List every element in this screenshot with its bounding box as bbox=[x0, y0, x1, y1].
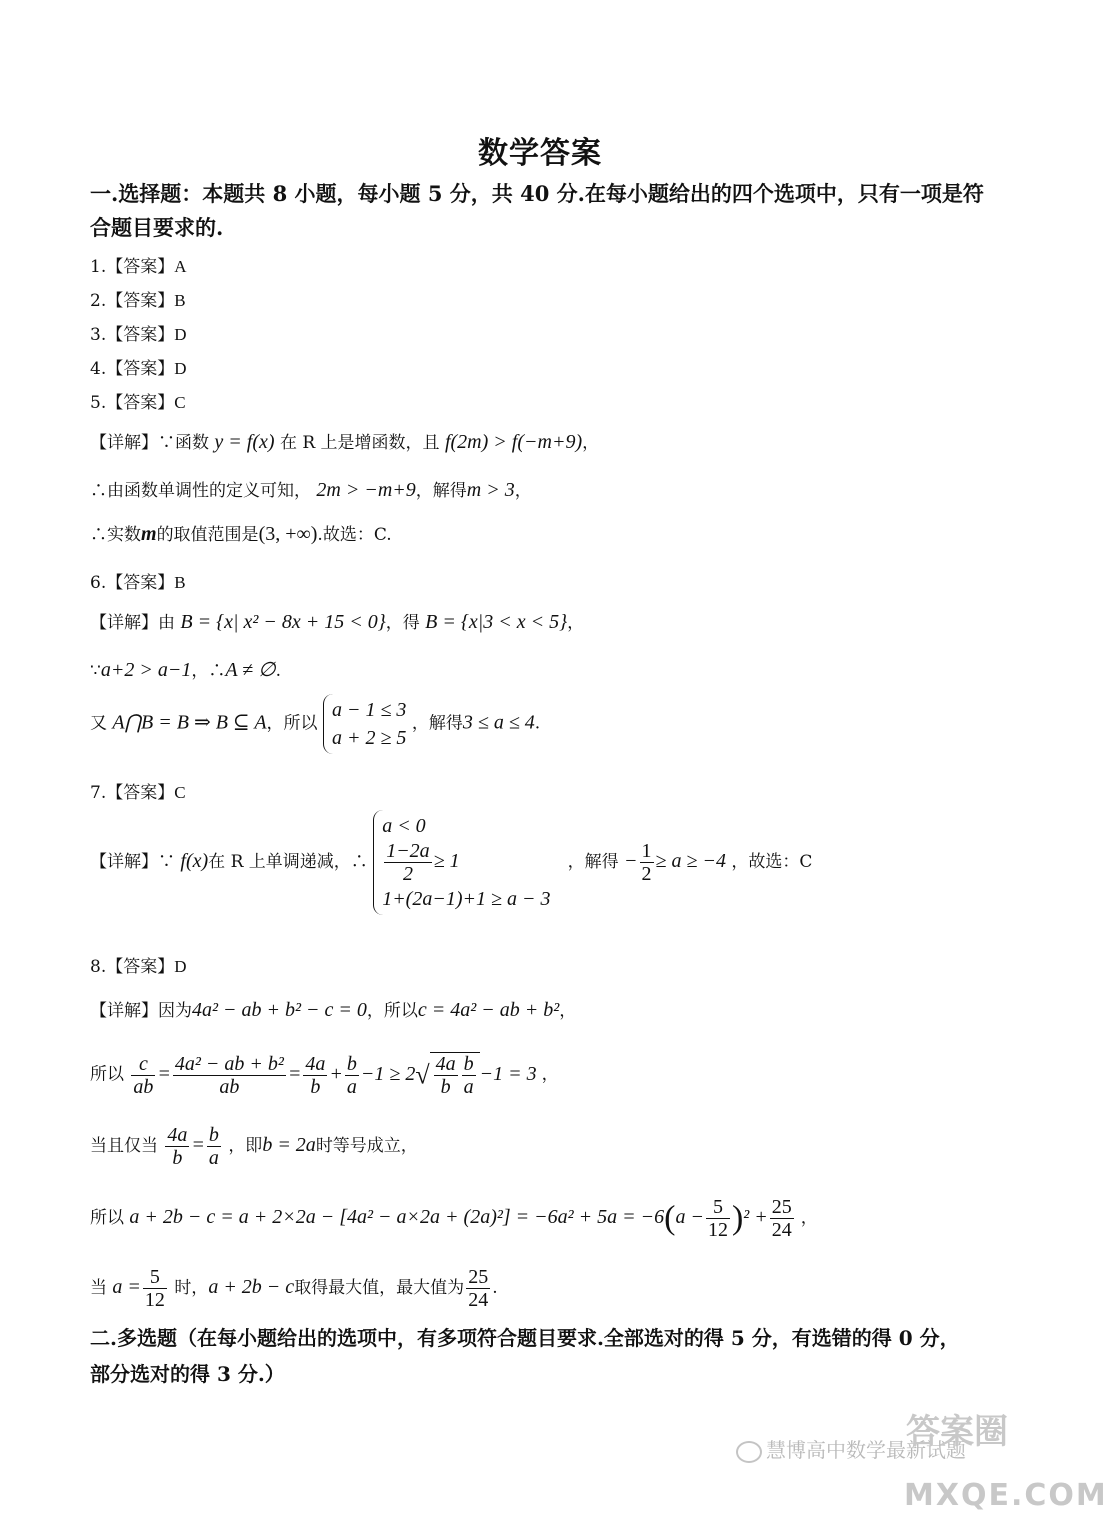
answer-1: 1.【答案】A bbox=[90, 257, 187, 277]
answer-8: 8.【答案】D bbox=[90, 957, 187, 977]
q5-detail-line1: 【详解】∵函数 y = f(x) 在 R 上是增函数，且 f(2m) > f(−m+9)， bbox=[90, 431, 600, 453]
wechat-icon bbox=[736, 1441, 762, 1463]
answer-4: 4.【答案】D bbox=[90, 359, 187, 379]
page-title: 数学答案 bbox=[478, 136, 602, 171]
watermark-logo-text: 答案圈 bbox=[906, 1412, 1008, 1452]
watermark-text: 慧博高中数学最新试题 bbox=[736, 1434, 966, 1463]
q8-detail-line3: 当且仅当 $\frac{4a}{b}$ = $\frac{b}{a}$ ，即b = 2a时等号成立， bbox=[90, 1124, 418, 1169]
q8-detail-line1: 【详解】因为4a² − ab + b² − c = 0，所以c = 4a² − ab + b²， bbox=[90, 999, 577, 1021]
section2-header-line1: 二.多选题（在每小题给出的选项中，有多项符合题目要求.全部选对的得 5 分，有选错的得 0 分， bbox=[90, 1326, 960, 1350]
section1-header-line2: 合题目要求的. bbox=[90, 215, 224, 240]
q6-detail-line3: 又 A⋂B = B ⇒ B ⊆ A，所以 a − 1 ≤ 3 a + 2 ≥ 5 ，解得3 ≤ a ≤ 4. bbox=[90, 694, 540, 754]
watermark-logo-url: MXQE.COM bbox=[904, 1478, 1108, 1513]
q6-detail-line2: ∵a+2 > a−1，∴A ≠ ∅. bbox=[90, 659, 281, 681]
q6-inequality-system: a − 1 ≤ 3 a + 2 ≥ 5 bbox=[323, 694, 406, 754]
answer-3: 3.【答案】D bbox=[90, 325, 187, 345]
q6-detail-line1: 【详解】由 B = {x| x² − 8x + 15 < 0}，得 B = {x|3 < x < 5}， bbox=[90, 611, 585, 633]
q5-detail-line2: ∴由函数单调性的定义可知， 2m > −m+9，解得m > 3， bbox=[90, 479, 532, 501]
q8-detail-line2: 所以 $\frac{c}{ab}$ = $\frac{\text{4a² − ab + b²}}{ab}$ = $\frac{4a}{b}$ + $\frac{b}{a}$ −1 ≥ 2√ $\frac{4a}{b}$ $\frac{b}{a}$ −1 = 3 ， bbox=[90, 1052, 559, 1098]
q7-half-fraction: $\frac{1}{2}$ bbox=[641, 839, 652, 885]
q7-fraction: $\frac{1-2a}{2}$ bbox=[386, 840, 430, 885]
q7-inequality-system: a < 0 $\frac{1-2a}{2}$ ≥ 1 1+(2a−1)+1 ≥ a − 3 bbox=[373, 810, 562, 915]
q7-detail: 【详解】∵ f(x)在 R 上单调递减，∴ a < 0 $\frac{1-2a}{2}$ ≥ 1 1+(2a−1)+1 ≥ a − 3 ，解得 − $\frac{1}{2}$ ≥ a ≥ −4 ，故选：C bbox=[90, 810, 812, 915]
q5-detail-line3: ∴实数m的取值范围是(3, +∞).故选：C. bbox=[90, 523, 392, 545]
answer-5: 5.【答案】C bbox=[90, 393, 186, 413]
q8-detail-line4: 所以 a + 2b − c = a + 2×2a − [4a² − a×2a + (2a)²] = −6a² + 5a = −6(a − $\frac{5}{12}$ )² + $\frac{25}{24}$ ， bbox=[90, 1196, 818, 1241]
section2-header-line2: 部分选对的得 3 分.） bbox=[90, 1362, 285, 1386]
q8-detail-line5: 当 a = $\frac{5}{12}$ 时，a + 2b − c取得最大值，最大值为 $\frac{25}{24}$ . bbox=[90, 1266, 498, 1312]
answer-2: 2.【答案】B bbox=[90, 291, 186, 311]
section1-header-line1: 一.选择题：本题共 8 小题，每小题 5 分，共 40 分.在每小题给出的四个选项中，只有一项是符 bbox=[90, 181, 984, 206]
answer-6: 6.【答案】B bbox=[90, 573, 186, 593]
answer-7: 7.【答案】C bbox=[90, 783, 186, 803]
